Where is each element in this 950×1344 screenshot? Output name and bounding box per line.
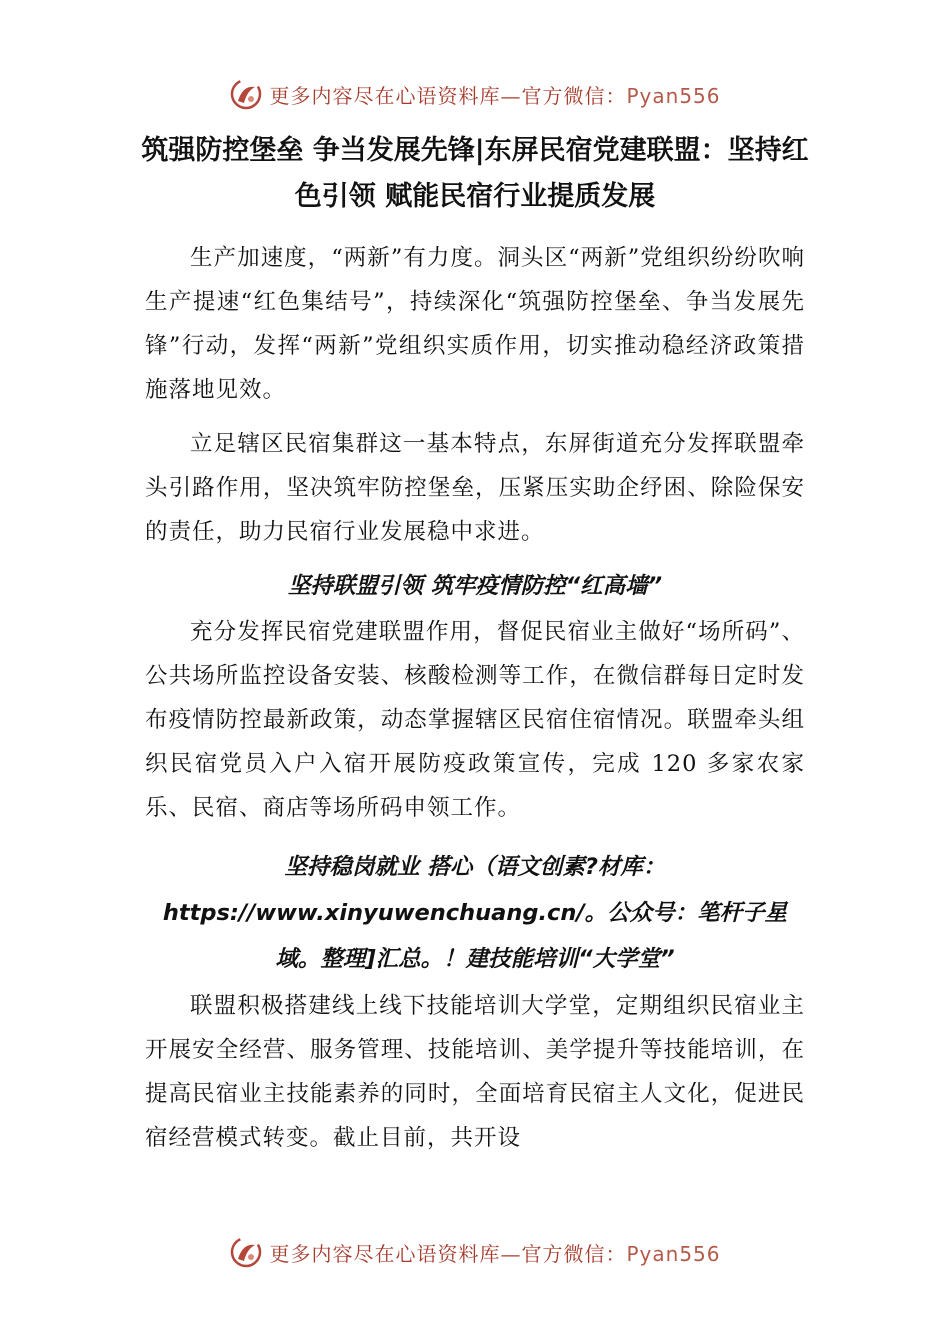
article-body bbox=[145, 236, 805, 1170]
section-paragraph-1: 充分发挥民宿党建联盟作用，督促民宿业主做好“场所码”、公共场所监控设备安装、核酸检测等工作，在微信群每日定时发布疫情防控最新政策，动态掌握辖区民宿住宿情况。联盟牵头组织民宿党员入户入宿开展防疫政策宣传，完成 120 多家农家乐、民宿、商店等场所码申领工作。 bbox=[145, 619, 805, 821]
header-watermark bbox=[0, 74, 950, 114]
intro-paragraph-2: 立足辖区民宿集群这一基本特点，东屏街道充分发挥联盟牵头引路作用，坚决筑牢防控堡垒，压紧压实助企纾困、除险保安的责任，助力民宿行业发展稳中求进。 bbox=[145, 431, 805, 545]
seal-logo-icon bbox=[229, 77, 263, 111]
watermark-id: Pyan556 bbox=[626, 83, 721, 108]
intro-paragraph-1: 生产加速度，“两新”有力度。洞头区“两新”党组织纷纷吹响生产提速“红色集结号”，持续深化“筑强防控堡垒、争当发展先锋”行动，发挥“两新”党组织实质作用，切实推动稳经济政策措施落地见效。 bbox=[145, 245, 805, 403]
watermark-id: Pyan556 bbox=[626, 1241, 721, 1266]
section-heading-2: 坚持稳岗就业 搭心（语文创素?材库：https://www.xinyuwenchuang.cn/。公众号：笔杆子星域。整理]汇总。！建技能培训“大学堂” bbox=[162, 854, 788, 972]
watermark-text: 更多内容尽在心语资料库—官方微信：Pyan556 bbox=[269, 83, 721, 108]
footer-watermark bbox=[0, 1232, 950, 1272]
section-heading-1: 坚持联盟引领 筑牢疫情防控“红高墙” bbox=[287, 573, 663, 599]
section-paragraph-2: 联盟积极搭建线上线下技能培训大学堂，定期组织民宿业主开展安全经营、服务管理、技能培训、美学提升等技能培训，在提高民宿业主技能素养的同时，全面培育民宿主人文化，促进民宿经营模式转变。截止目前，共开设 bbox=[145, 993, 805, 1151]
seal-logo-icon bbox=[229, 1235, 263, 1269]
watermark-text: 更多内容尽在心语资料库—官方微信：Pyan556 bbox=[269, 1241, 721, 1266]
page-title: 筑强防控堡垒 争当发展先锋|东屏民宿党建联盟：坚持红色引领 赋能民宿行业提质发展 bbox=[141, 135, 809, 212]
